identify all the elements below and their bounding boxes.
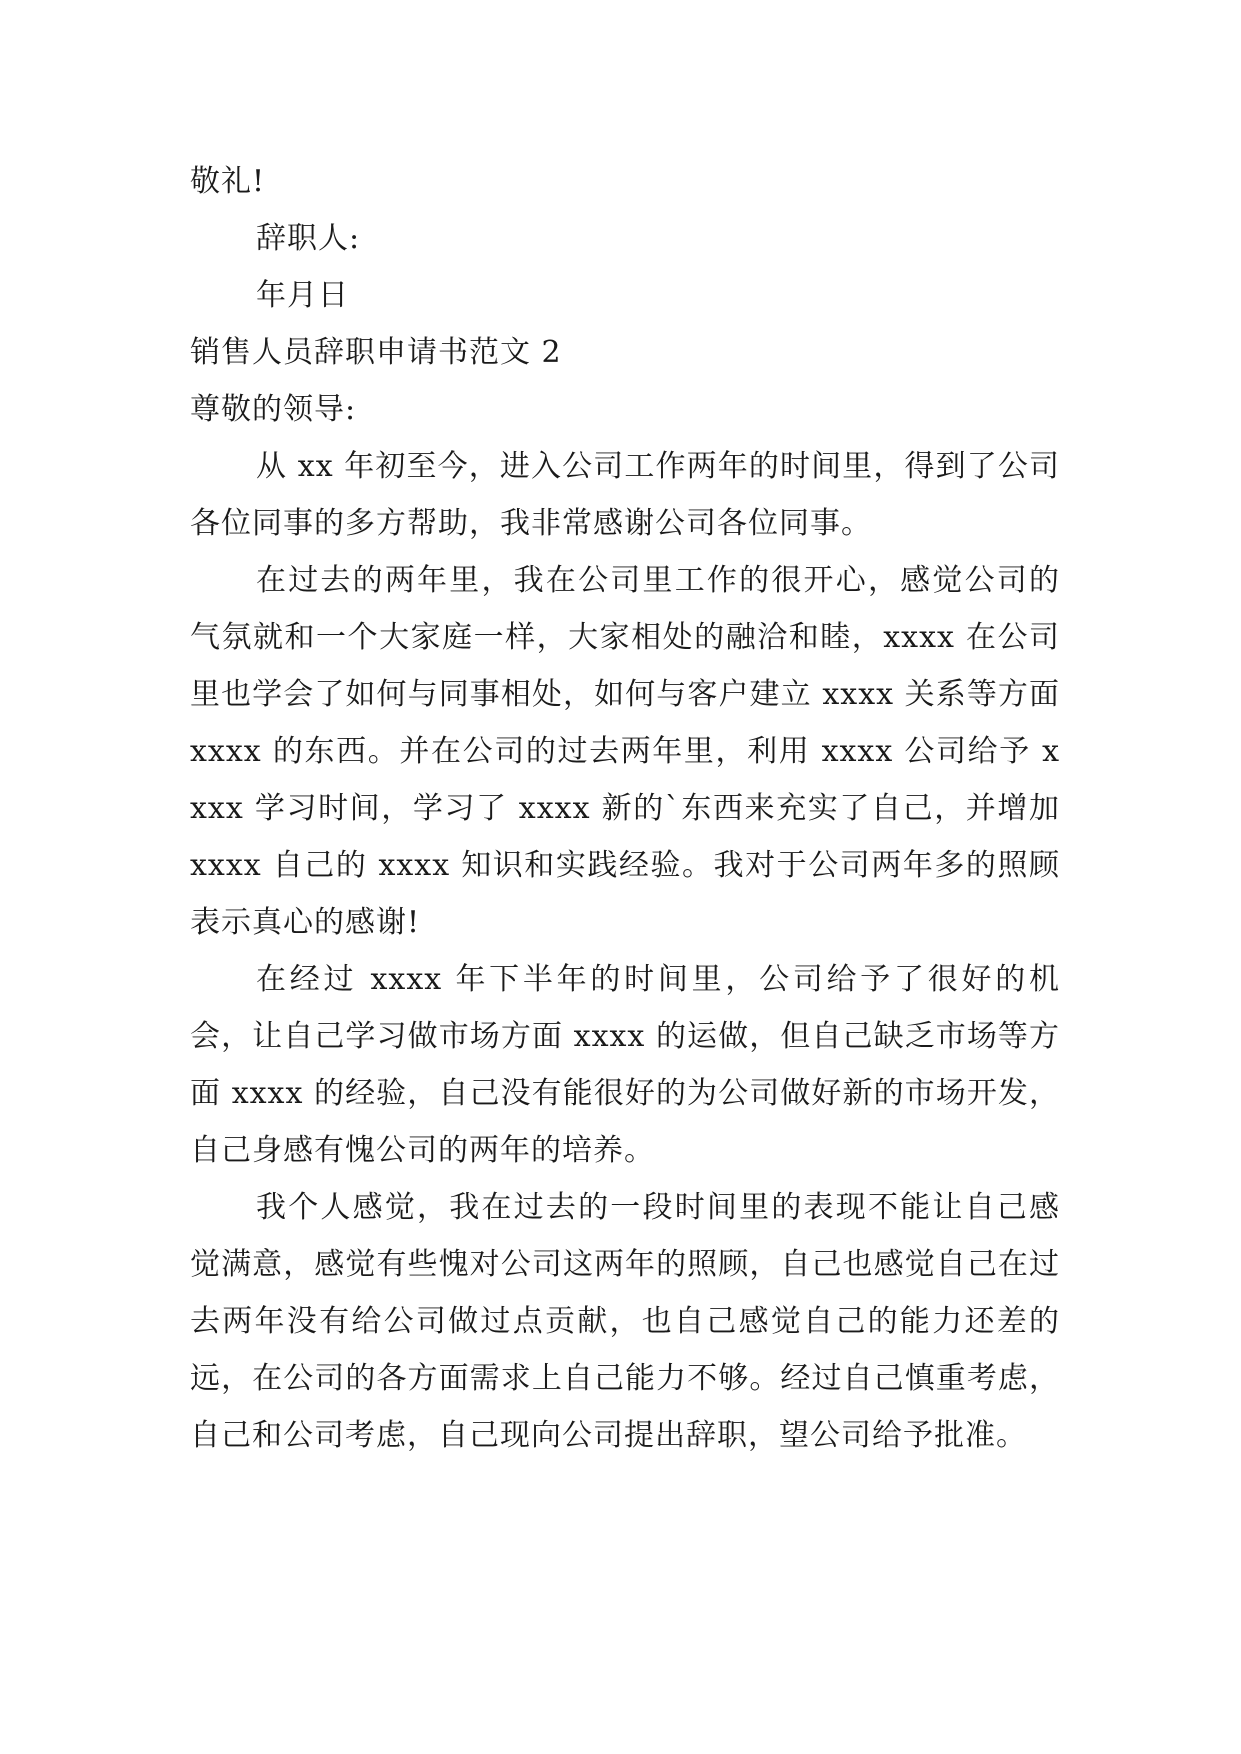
date-label: 年月日	[256, 278, 349, 313]
section-title: 销售人员辞职申请书范文 2	[190, 335, 562, 370]
paragraph-4: 我个人感觉，我在过去的一段时间里的表现不能让自己感觉满意，感觉有些愧对公司这两年的照顾，自己也感觉自己在过去两年没有给公司做过点贡献，也自己感觉自己的能力还差的远，在公司的各方面需求上自己能力不够。经过自己慎重考虑，自己和公司考虑，自己现向公司提出辞职，望公司给予批准。	[190, 1190, 1060, 1453]
paragraph-2: 在过去的两年里，我在公司里工作的很开心，感觉公司的气氛就和一个大家庭一样，大家相处的融洽和睦，xxxx 在公司里也学会了如何与同事相处，如何与客户建立 xxxx 关系等方面 xxxx 的东西。并在公司的过去两年里，利用 xxxx 公司给予 xxxx 学习时间，学习了 xxxx 新的`东西来充实了自己，并增加 xxxx 自己的 xxxx 知识和实践经验。我对于公司两年多的照顾表示真心的感谢!	[190, 563, 1060, 940]
salutation: 尊敬的领导:	[190, 392, 357, 427]
paragraph-3: 在经过 xxxx 年下半年的时间里，公司给予了很好的机会，让自己学习做市场方面 xxxx 的运做，但自己缺乏市场等方面 xxxx 的经验，自己没有能很好的为公司做好新的市场开发，自己身感有愧公司的两年的培养。	[190, 962, 1060, 1168]
closing-line: 敬礼!	[190, 164, 266, 199]
document-body	[190, 153, 1060, 1464]
signer-label: 辞职人:	[256, 221, 361, 256]
paragraph-1: 从 xx 年初至今，进入公司工作两年的时间里，得到了公司各位同事的多方帮助，我非常感谢公司各位同事。	[190, 449, 1060, 541]
